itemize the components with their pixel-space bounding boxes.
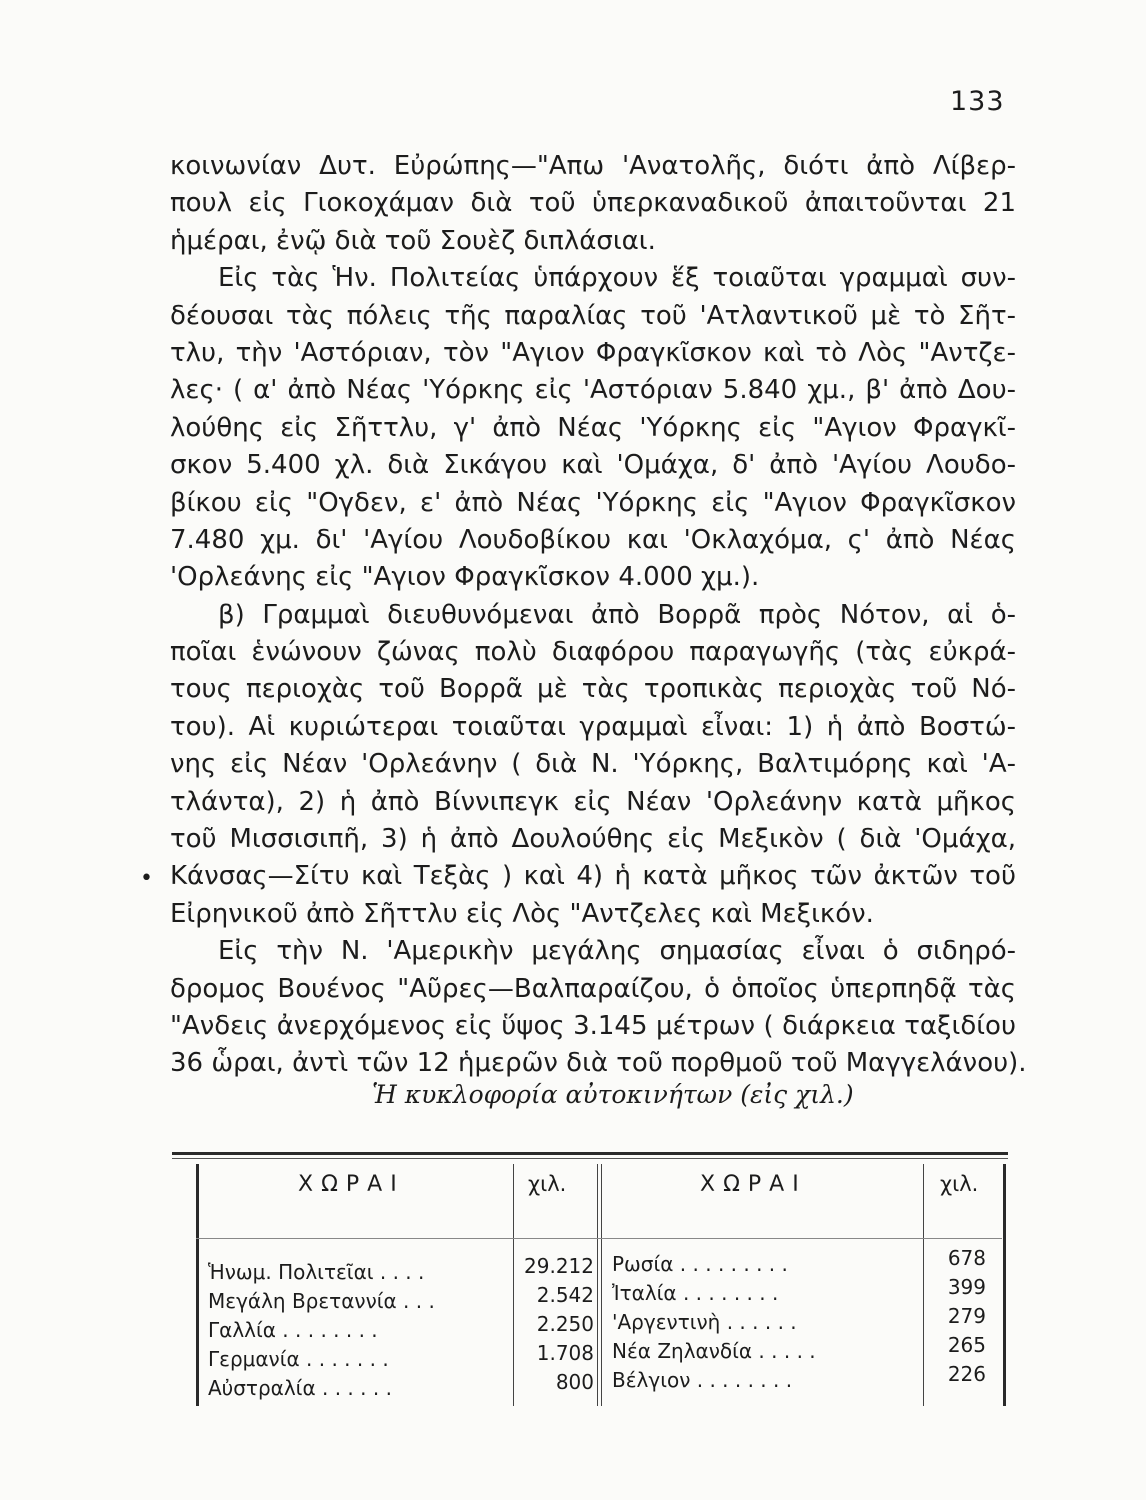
- text-line: δέουσαι τὰς πόλεις τῆς παραλίας τοῦ 'Ατλαντικοῦ μὲ τὸ Σῆτ-: [170, 300, 1016, 331]
- table-top-rule: [172, 1152, 1008, 1155]
- text-line: "Ανδεις ἀνερχόμενος εἰς ὕψος 3.145 μέτρων ( διάρκεια ταξιδίου: [170, 1010, 1016, 1041]
- text-line: Εἰς τὴν Ν. 'Αμερικὴν μεγάλης σημασίας εἶναι ὁ σιδηρό-: [218, 936, 1016, 967]
- text-line: ἡμέραι, ἐνῷ διὰ τοῦ Σουὲζ διπλάσιαι.: [170, 225, 656, 256]
- table-row-country: 'Αργεντινὴ . . . . . .: [612, 1310, 797, 1334]
- text-line: του). Αἱ κυριώτεραι τοιαῦται γραμμαὶ εἶναι: 1) ἡ ἀπὸ Βοστώ-: [170, 711, 1016, 742]
- text-line: β) Γραμμαὶ διευθυνόμεναι ἀπὸ Βορρᾶ πρὸς Νότον, αἱ ὁ-: [218, 599, 1016, 630]
- header-countries-right: ΧΩΡΑΙ: [700, 1172, 807, 1197]
- margin-bullet: •: [140, 866, 153, 891]
- table-row-value: 1.708: [536, 1341, 594, 1365]
- table-row-value: 800: [555, 1370, 594, 1394]
- table-caption: Ἡ κυκλοφορία αὐτοκινήτων (εἰς χιλ.): [372, 1080, 854, 1109]
- text-line: λούθης εἰς Σῆττλυ, γ' ἀπὸ Νέας 'Υόρκης εἰς "Αγιον Φραγκῖ-: [170, 412, 1016, 443]
- table-row-value: 265: [947, 1333, 986, 1357]
- table-row-value: 226: [947, 1362, 986, 1386]
- table-row-country: Αὐστραλία . . . . . .: [208, 1376, 392, 1400]
- text-line: τλάντα), 2) ἡ ἀπὸ Βίννιπεγκ εἰς Νέαν 'Ορλεάνην κατὰ μῆκος: [170, 786, 1016, 817]
- header-countries-left: ΧΩΡΑΙ: [298, 1172, 405, 1197]
- text-line: σκον 5.400 χλ. διὰ Σικάγου καὶ 'Ομάχα, δ' ἀπὸ 'Αγίου Λουδο-: [170, 450, 1016, 481]
- table-row-country: Ἰταλία . . . . . . . .: [612, 1281, 779, 1305]
- column-divider-double: [597, 1164, 598, 1406]
- text-line: 36 ὧραι, ἀντὶ τῶν 12 ἡμερῶν διὰ τοῦ πορθμοῦ τοῦ Μαγγελάνου).: [170, 1048, 1027, 1079]
- text-line: τοῦ Μισσισιπῆ, 3) ἡ ἀπὸ Δουλούθης εἰς Μεξικὸν ( διὰ 'Ομάχα,: [170, 824, 1016, 855]
- table-row-value: 2.250: [536, 1312, 594, 1336]
- table-row-value: 678: [947, 1246, 986, 1270]
- text-line: 7.480 χμ. δι' 'Αγίου Λουδοβίκου και 'Οκλαχόμα, ς' ἀπὸ Νέας: [170, 524, 1016, 555]
- text-line: 'Ορλεάνης εἰς "Αγιον Φραγκῖσκον 4.000 χμ.).: [170, 562, 760, 593]
- table-row-value: 279: [947, 1304, 986, 1328]
- header-thousands-right: χιλ.: [940, 1172, 979, 1196]
- table-row-country: Μεγάλη Βρεταννία . . .: [208, 1289, 435, 1313]
- table-row-country: Νέα Ζηλανδία . . . . .: [612, 1339, 816, 1363]
- table-row-value: 2.542: [536, 1283, 594, 1307]
- table-row-country: Βέλγιον . . . . . . . .: [612, 1368, 793, 1392]
- text-line: Κάνσας—Σίτυ καὶ Τεξὰς ) καὶ 4) ἡ κατὰ μῆκος τῶν ἀκτῶν τοῦ: [170, 861, 1016, 892]
- column-divider-double: [601, 1164, 602, 1406]
- body-text: [170, 148, 1027, 1083]
- text-line: πουλ εἰς Γιοκοχάμαν διὰ τοῦ ὑπερκαναδικοῦ ἀπαιτοῦνται 21: [170, 188, 1016, 219]
- table-top-rule-thin: [172, 1158, 1008, 1159]
- header-thousands-left: χιλ.: [528, 1172, 567, 1196]
- text-line: Εἰς τὰς Ἡν. Πολιτείας ὑπάρχουν ἕξ τοιαῦται γραμμαὶ συν-: [218, 263, 1016, 294]
- text-line: ποῖαι ἑνώνουν ζώνας πολὺ διαφόρου παραγωγῆς (τὰς εὐκρά-: [170, 637, 1016, 668]
- text-line: νης εἰς Νέαν 'Ορλεάνην ( διὰ Ν. 'Υόρκης, Βαλτιμόρης καὶ 'Α-: [170, 749, 1016, 780]
- text-line: Εἰρηνικοῦ ἀπὸ Σῆττλυ εἰς Λὸς "Αντζελες καὶ Μεξικόν.: [170, 898, 874, 929]
- table-row-country: Γερμανία . . . . . . .: [208, 1347, 389, 1371]
- header-divider: [196, 1238, 1002, 1239]
- text-line: κοινωνίαν Δυτ. Εὐρώπης—"Απω 'Ανατολῆς, διότι ἀπὸ Λίβερ-: [170, 151, 1016, 181]
- table-row-country: Ἡνωμ. Πολιτεῖαι . . . .: [208, 1260, 425, 1284]
- table-row-country: Ρωσία . . . . . . . . .: [612, 1252, 788, 1276]
- table-row-value: 399: [947, 1275, 986, 1299]
- text-line: λες· ( α' ἀπὸ Νέας 'Υόρκης εἰς 'Αστόριαν 5.840 χμ., β' ἀπὸ Δου-: [170, 375, 1016, 406]
- text-line: τους περιοχὰς τοῦ Βορρᾶ μὲ τὰς τροπικὰς περιοχὰς τοῦ Νό-: [170, 674, 1016, 705]
- table-row-value: 29.212: [524, 1254, 594, 1278]
- text-line: βίκου εἰς "Ογδεν, ε' ἀπὸ Νέας 'Υόρκης εἰς "Αγιον Φραγκῖσκον: [170, 487, 1016, 518]
- text-line: τλυ, τὴν 'Αστόριαν, τὸν "Αγιον Φραγκῖσκον καὶ τὸ Λὸς "Αντζε-: [170, 337, 1016, 368]
- text-line: δρομος Βουένος "Αῦρες—Βαλπαραίζου, ὁ ὁποῖος ὑπερπηδᾷ τὰς: [170, 973, 1016, 1004]
- page-number: 133: [950, 86, 1005, 117]
- table-row-country: Γαλλία . . . . . . . .: [208, 1318, 378, 1342]
